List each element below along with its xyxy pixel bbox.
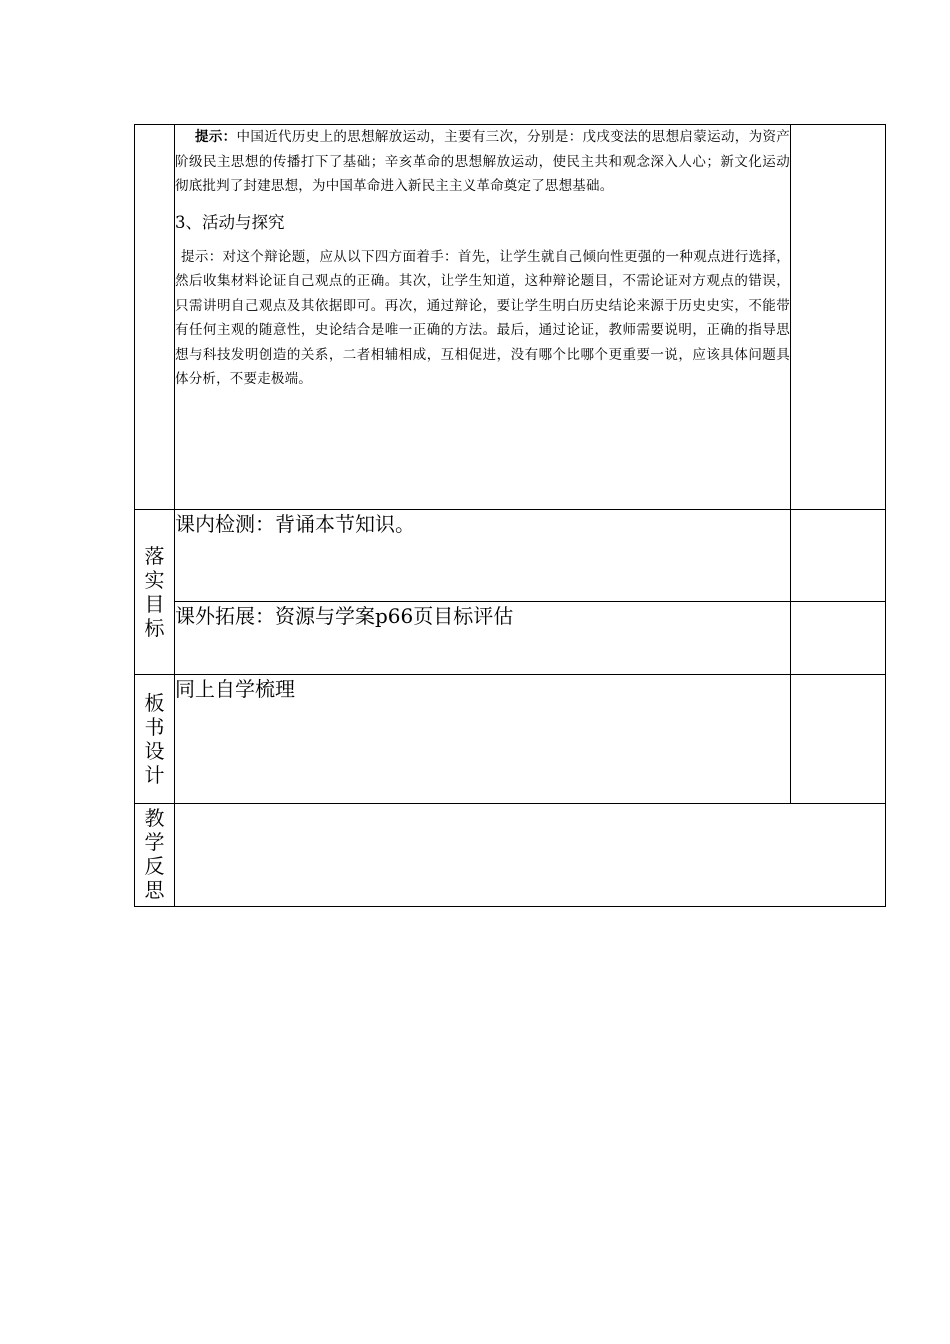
extension-cell xyxy=(175,602,791,675)
in-class-check-cell xyxy=(175,510,791,602)
in-class-right-cell xyxy=(791,510,886,602)
lesson-plan-table xyxy=(134,124,886,907)
hint-side-cell xyxy=(135,125,175,510)
board-design-row xyxy=(135,675,886,804)
reflection-content-cell xyxy=(175,804,886,907)
goals-label-cell xyxy=(135,510,175,675)
board-right-cell xyxy=(791,675,886,804)
goals-row-extension xyxy=(135,602,886,675)
board-label-cell xyxy=(135,675,175,804)
extension-right-cell xyxy=(791,602,886,675)
hint-content-cell xyxy=(175,125,791,510)
reflection-label-cell xyxy=(135,804,175,907)
goals-label: 落实目标 xyxy=(144,544,165,640)
hint-paragraph-1 xyxy=(175,125,790,199)
hint-right-cell xyxy=(791,125,886,510)
hint-paragraph-2: 提示：对这个辩论题，应从以下四方面着手：首先，让学生就自己倾向性更强的一种观点进行选择，然后收集材料论证自己观点的正确。其次，让学生知道，这种辩论题目，不需论证对方观点的错误，只需讲明自己观点及其依据即可。再次，通过辩论，要让学生明白历史结论来源于历史史实，不能带有任何主观的随意性，史论结合是唯一正确的方法。最后，通过论证，教师需要说明，正确的指导思想与科技发明创造的关系，二者相辅相成，互相促进，没有哪个比哪个更重要一说，应该具体问题具体分析，不要走极端。 xyxy=(175,248,790,387)
in-class-check-text: 课内检测：背诵本节知识。 xyxy=(175,512,415,536)
reflection-label: 教学反思 xyxy=(144,806,165,902)
board-content-cell xyxy=(175,675,791,804)
goals-row-in-class xyxy=(135,510,886,602)
extension-text: 课外拓展：资源与学案p66页目标评估 xyxy=(175,604,514,628)
hint-row xyxy=(135,125,886,510)
board-text: 同上自学梳理 xyxy=(175,677,295,701)
hint-label: 提示： xyxy=(195,129,237,145)
board-label: 板书设计 xyxy=(144,691,165,787)
reflection-row xyxy=(135,804,886,907)
section-heading-activity: 3、活动与探究 xyxy=(175,212,285,232)
hint-text-1: 中国近代历史上的思想解放运动，主要有三次，分别是：戊戌变法的思想启蒙运动，为资产阶级民主思想的传播打下了基础；辛亥革命的思想解放运动，使民主共和观念深入人心；新文化运动彻底批判了封建思想，为中国革命进入新民主主义革命奠定了思想基础。 xyxy=(175,129,790,194)
